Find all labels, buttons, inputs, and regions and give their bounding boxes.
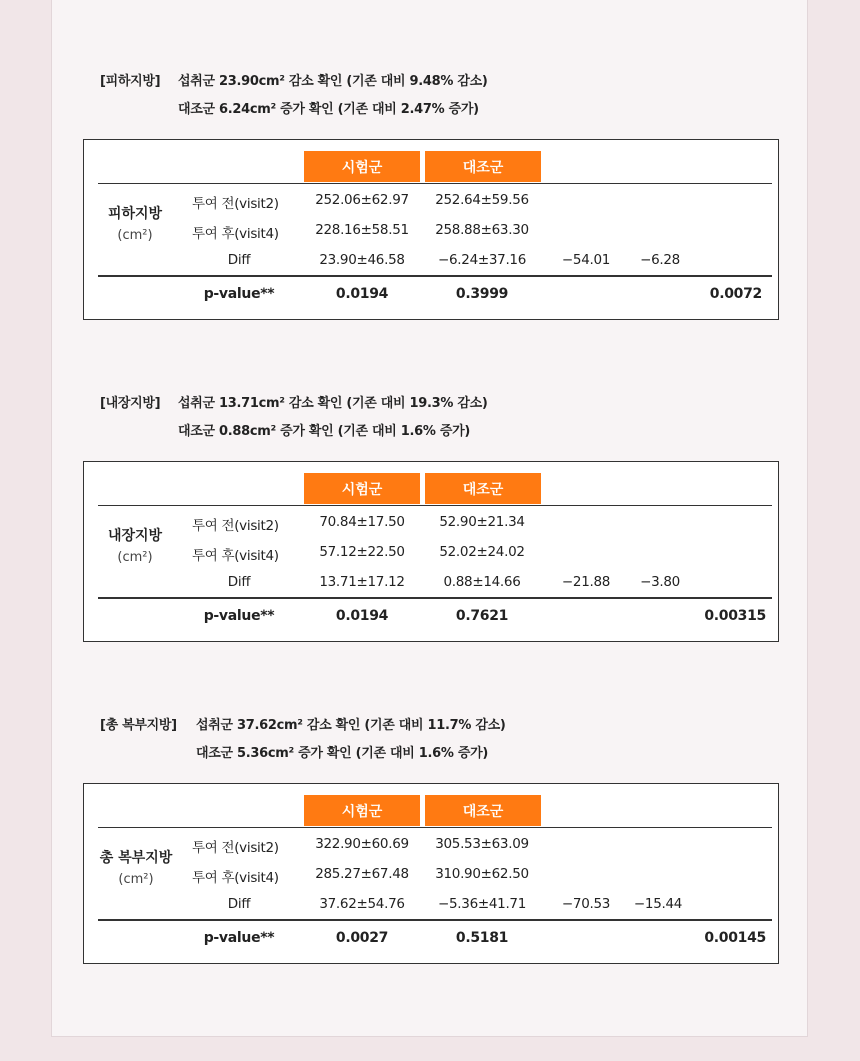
pvalue-label: p-value**: [203, 930, 275, 946]
metric-label: [94, 847, 178, 887]
results-table: [83, 783, 779, 964]
cell-extra-b: −3.80: [640, 574, 680, 590]
header-rule: [98, 183, 772, 184]
header-rule: [98, 505, 772, 506]
row-label-diff: Diff: [227, 252, 251, 268]
cell-test: 285.27±67.48: [315, 866, 409, 882]
pvalue-rule: [98, 597, 772, 599]
pvalue-test: 0.0194: [335, 286, 389, 302]
metric-label: [98, 525, 172, 565]
cell-extra-b: −6.28: [640, 252, 680, 268]
col-header-control: 대조군: [425, 151, 541, 182]
row-label: 투여 후(visit4): [192, 870, 279, 886]
cell-extra-a: −70.53: [561, 896, 611, 912]
summary-line-1: 섭취군 23.90cm² 감소 확인 (기존 대비 9.48% 감소): [178, 74, 488, 89]
col-header-control: 대조군: [425, 795, 541, 826]
cell-control: 52.90±21.34: [439, 514, 525, 530]
summary-line-1: 섭취군 37.62cm² 감소 확인 (기존 대비 11.7% 감소): [196, 718, 506, 733]
metric-name: 내장지방: [107, 528, 163, 544]
col-header-test: 시험군: [304, 795, 420, 826]
pvalue-test: 0.0194: [335, 608, 389, 624]
cell-extra-b: −15.44: [633, 896, 683, 912]
cell-control: −6.24±37.16: [437, 252, 527, 268]
metric-name: 총 복부지방: [99, 850, 173, 866]
pvalue-control: 0.5181: [455, 930, 509, 946]
section-tag: [총 복부지방]: [100, 718, 177, 733]
section-tag: [내장지방]: [100, 396, 161, 411]
cell-control: −5.36±41.71: [437, 896, 527, 912]
pvalue-control: 0.7621: [455, 608, 509, 624]
metric-unit: (cm²): [118, 872, 154, 887]
cell-control: 0.88±14.66: [443, 574, 521, 590]
cell-test: 322.90±60.69: [315, 836, 409, 852]
cell-extra-a: −54.01: [561, 252, 611, 268]
pvalue-between: 0.00315: [704, 608, 766, 624]
summary-line-1: 섭취군 13.71cm² 감소 확인 (기존 대비 19.3% 감소): [178, 396, 488, 411]
metric-label: [98, 203, 172, 243]
section-tag: [피하지방]: [100, 74, 161, 89]
results-table: [83, 461, 779, 642]
pvalue-between: 0.00145: [704, 930, 766, 946]
summary-line-2: 대조군 0.88cm² 증가 확인 (기존 대비 1.6% 증가): [178, 424, 470, 439]
summary-line-2: 대조군 6.24cm² 증가 확인 (기존 대비 2.47% 증가): [178, 102, 479, 117]
row-label: 투여 후(visit4): [192, 226, 279, 242]
pvalue-rule: [98, 275, 772, 277]
cell-extra-a: −21.88: [561, 574, 611, 590]
cell-test: 57.12±22.50: [319, 544, 405, 560]
cell-test: 70.84±17.50: [319, 514, 405, 530]
col-header-control: 대조군: [425, 473, 541, 504]
summary-line-2: 대조군 5.36cm² 증가 확인 (기존 대비 1.6% 증가): [196, 746, 488, 761]
pvalue-test: 0.0027: [335, 930, 389, 946]
results-table: [83, 139, 779, 320]
content-panel: [51, 0, 808, 1037]
col-header-test: 시험군: [304, 473, 420, 504]
header-rule: [98, 827, 772, 828]
cell-test: 252.06±62.97: [315, 192, 409, 208]
cell-test: 37.62±54.76: [319, 896, 405, 912]
row-label: 투여 후(visit4): [192, 548, 279, 564]
cell-control: 305.53±63.09: [435, 836, 529, 852]
metric-unit: (cm²): [117, 228, 153, 243]
cell-control: 310.90±62.50: [435, 866, 529, 882]
row-label: 투여 전(visit2): [192, 840, 279, 856]
row-label-diff: Diff: [227, 574, 251, 590]
row-label: 투여 전(visit2): [192, 518, 279, 534]
cell-control: 252.64±59.56: [435, 192, 529, 208]
pvalue-between: 0.0072: [709, 286, 762, 302]
pvalue-label: p-value**: [203, 608, 275, 624]
metric-unit: (cm²): [117, 550, 153, 565]
pvalue-label: p-value**: [203, 286, 275, 302]
metric-name: 피하지방: [107, 206, 163, 222]
pvalue-rule: [98, 919, 772, 921]
cell-control: 258.88±63.30: [435, 222, 529, 238]
cell-control: 52.02±24.02: [439, 544, 525, 560]
cell-test: 228.16±58.51: [315, 222, 409, 238]
cell-test: 13.71±17.12: [319, 574, 405, 590]
row-label-diff: Diff: [227, 896, 251, 912]
cell-test: 23.90±46.58: [319, 252, 405, 268]
pvalue-control: 0.3999: [455, 286, 509, 302]
row-label: 투여 전(visit2): [192, 196, 279, 212]
col-header-test: 시험군: [304, 151, 420, 182]
